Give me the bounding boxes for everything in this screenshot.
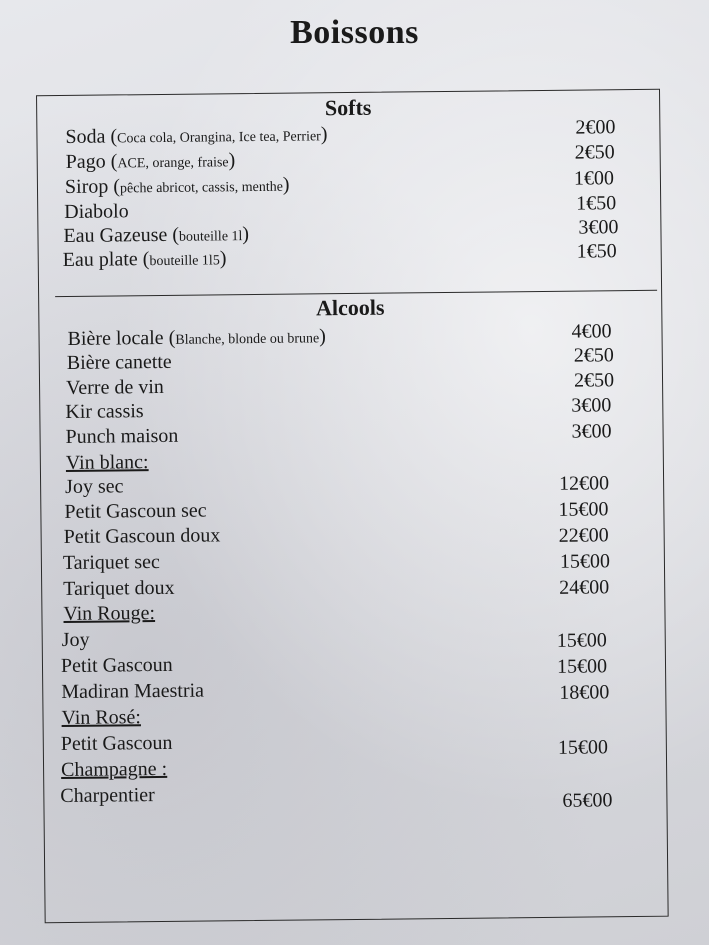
item-note: Coca cola, Orangina, Ice tea, Perrier: [117, 129, 321, 147]
item-name: Madiran Maestria: [61, 679, 205, 704]
list-item: [61, 680, 204, 705]
vin-rouge-heading: Vin Rouge:: [63, 602, 156, 626]
item-note: ACE, orange, fraise: [117, 155, 229, 172]
item-name: Verre de vin: [65, 375, 164, 399]
item-note: Blanche, blonde ou brune: [175, 331, 320, 348]
item-name: Diabolo: [64, 200, 129, 223]
item-price: 1€00: [573, 167, 615, 190]
item-name: Eau plate: [62, 248, 138, 271]
menu-frame: [36, 89, 669, 923]
item-price: 1€50: [576, 192, 617, 215]
item-price: 1€50: [576, 240, 617, 263]
item-price: 15€00: [558, 498, 609, 521]
list-item: Soda (Coca cola, Orangina, Ice tea, Perrier): [65, 123, 328, 148]
item-price: 2€50: [574, 141, 615, 164]
list-item: [60, 784, 155, 809]
list-item: [65, 425, 178, 450]
list-item: Sirop (pêche abricot, cassis, menthe): [64, 173, 290, 198]
item-price: 3€00: [571, 394, 612, 417]
item-price: 22€00: [558, 524, 609, 547]
list-item: Eau plate (bouteille 1l5): [62, 247, 227, 271]
item-price: 4€00: [571, 320, 612, 343]
list-item: Eau Gazeuse (bouteille 1l): [63, 223, 250, 247]
softs-heading: Softs: [324, 94, 372, 121]
list-item: [62, 629, 90, 653]
list-item: [63, 551, 160, 576]
item-price: 12€00: [558, 472, 610, 495]
item-name: Charpentier: [60, 784, 155, 808]
item-name: Tariquet sec: [62, 550, 160, 575]
list-item: Bière locale (Blanche, blonde ou brune): [67, 325, 326, 350]
item-name: Petit Gascoun: [60, 731, 173, 756]
item-price: 15€00: [556, 629, 607, 652]
item-name: Joy sec: [65, 475, 124, 498]
item-price: 3€00: [571, 420, 612, 443]
page-title: Boissons: [290, 14, 419, 51]
item-name: Bière canette: [66, 350, 172, 374]
item-price: 2€00: [575, 116, 616, 139]
item-name: Pago: [65, 150, 106, 173]
item-price: 2€50: [573, 369, 615, 392]
vin-blanc-heading: Vin blanc:: [65, 451, 149, 474]
list-item: [65, 475, 124, 500]
item-price: 18€00: [559, 681, 610, 704]
vin-rose-heading: Vin Rosé:: [61, 706, 142, 730]
item-name: Kir cassis: [65, 400, 144, 423]
list-item: [64, 200, 129, 225]
champagne-heading: Champagne :: [60, 757, 168, 782]
item-name: Joy: [61, 628, 90, 652]
item-name: Petit Gascoun: [60, 653, 173, 678]
item-name: Bière locale: [67, 326, 164, 350]
item-price: 24€00: [559, 576, 610, 599]
item-name: Tariquet doux: [63, 576, 175, 601]
item-price: 15€00: [559, 550, 611, 573]
item-note: bouteille 1l5: [149, 253, 220, 270]
list-item: [61, 654, 173, 679]
item-name: Soda: [65, 125, 106, 148]
list-item: [66, 376, 164, 401]
item-name: Punch maison: [65, 424, 179, 448]
item-price: 2€50: [573, 344, 614, 367]
list-item: [64, 500, 206, 525]
list-item: [65, 400, 144, 425]
item-price: 65€00: [562, 789, 613, 812]
list-item: [67, 351, 172, 376]
list-item: [63, 577, 175, 602]
item-name: Sirop: [64, 175, 109, 198]
list-item: Pago (ACE, orange, fraise): [65, 149, 236, 173]
list-item: [64, 524, 221, 550]
item-note: pêche abricot, cassis, menthe: [119, 179, 283, 197]
item-price: 3€00: [578, 216, 619, 239]
item-price: 15€00: [556, 655, 608, 678]
list-item: [61, 732, 173, 757]
item-name: Petit Gascoun sec: [64, 499, 207, 523]
item-name: Petit Gascoun doux: [63, 524, 221, 549]
item-price: 15€00: [557, 736, 608, 759]
item-note: bouteille 1l: [178, 229, 243, 245]
alcools-heading: Alcools: [315, 294, 385, 321]
item-name: Eau Gazeuse: [63, 223, 168, 247]
